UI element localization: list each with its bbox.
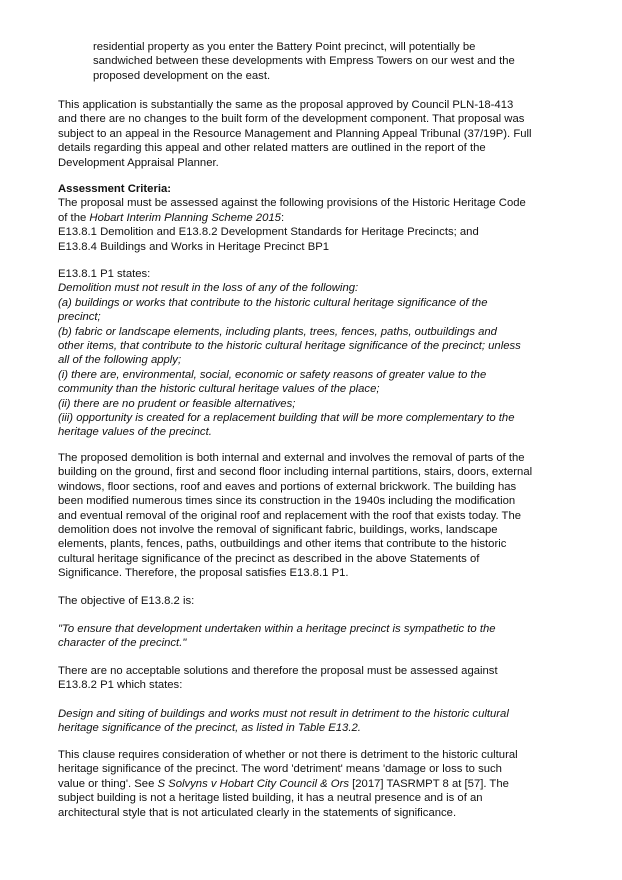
design-siting-clause [58,707,578,736]
text-line: been modified numerous times since its construction in the 1940s including the modification [58,495,516,508]
quoted-line: precinct; [58,311,101,324]
objective-heading [58,594,578,608]
quoted-line: (i) there are, environmental, social, economic or safety reasons of greater value to the [58,368,487,381]
text-fragment: of the [58,211,90,224]
text-line: and eventual removal of the original roof and replacement with the roof that exists today. The [58,509,522,522]
quoted-line: other items, that contribute to the historic cultural heritage significance of the precinct; unless [58,340,521,353]
quoted-line: heritage values of the precinct. [58,426,212,439]
text-line: details regarding this appeal and other related matters are outlined in the report of the [58,142,486,155]
section-heading: Assessment Criteria: [58,183,172,195]
demolition-paragraph [58,451,578,581]
quoted-line: (iii) opportunity is created for a replacement building that will be more complementary to the [58,412,515,425]
application-paragraph [58,98,578,170]
quoted-line: character of the precinct." [58,637,187,650]
quoted-line: community than the historic cultural heritage values of the place; [58,383,380,396]
text-line [58,211,578,225]
text-line: Development Appraisal Planner. [58,156,219,169]
objective-quote [58,622,578,651]
e1381-section [58,267,578,440]
text-line: This application is substantially the same as the proposal approved by Council PLN-18-413 [58,99,514,111]
text-line: sandwiched between these developments with Empress Towers on our west and the [93,55,515,68]
text-fragment: [2017] TASRMPT 8 at [57]. The [348,777,509,790]
text-line: cultural heritage significance of the precinct as described in the above Statements of [58,552,480,565]
text-line: E13.8.1 Demolition and E13.8.2 Development Standards for Heritage Precincts; and [58,226,479,239]
quoted-line: (a) buildings or works that contribute to the historic cultural heritage significance of the [58,296,488,309]
text-line: windows, floor sections, roof and eaves and portions of external brickwork. The building has [58,480,517,493]
text-line: heritage significance of the precinct. The word 'detriment' means 'damage or loss to such [58,763,502,776]
quoted-line: (b) fabric or landscape elements, including plants, trees, fences, paths, outbuildings and [58,325,497,338]
text-line: and there are no changes to the built form of the development component. That proposal was [58,113,525,126]
quoted-line: all of the following apply; [58,354,182,367]
text-line: proposed development on the east. [93,69,271,82]
assessment-criteria-section [58,182,578,254]
quoted-line: (ii) there are no prudent or feasible alternatives; [58,397,296,410]
text-line: building on the ground, first and second floor including internal partitions, stairs, doors, external [58,466,533,479]
text-line: subject building is not a heritage listed building, it has a neutral presence and is of an [58,792,483,805]
text-line: elements, plants, fences, paths, outbuildings and other items that contribute to the historic [58,538,507,551]
clause-paragraph [58,748,578,820]
no-acceptable-solutions-paragraph [58,664,578,693]
case-citation: S Solvyns v Hobart City Council & Ors [157,777,349,790]
quoted-line: heritage significance of the precinct, as listed in Table E13.2. [58,722,361,735]
quoted-line: Design and siting of buildings and works must not result in detriment to the historic cultural [58,708,509,720]
text-line: subject to an appeal in the Resource Management and Planning Appeal Tribunal (37/19P). Full [58,127,532,140]
text-line: This clause requires consideration of whether or not there is detriment to the historic cultural [58,749,518,761]
text-line: The objective of E13.8.2 is: [58,595,195,607]
text-line: E13.8.2 P1 which states: [58,679,183,692]
quoted-line: "To ensure that development undertaken within a heritage precinct is sympathetic to the [58,623,496,635]
text-line: demolition does not involve the removal of significant fabric, buildings, works, landscape [58,524,498,537]
quoted-line: Demolition must not result in the loss of any of the following: [58,282,359,295]
scheme-title: Hobart Interim Planning Scheme 2015 [89,211,281,224]
text-line: The proposal must be assessed against the following provisions of the Historic Heritage Code [58,197,526,210]
text-line: Significance. Therefore, the proposal satisfies E13.8.1 P1. [58,567,349,580]
intro-paragraph [93,40,563,83]
text-fragment: : [280,211,285,224]
text-line: architectural style that is not articulated clearly in the statements of significance. [58,806,457,819]
text-line: The proposed demolition is both internal and external and involves the removal of parts of the [58,452,525,464]
text-line: residential property as you enter the Battery Point precinct, will potentially be [93,41,476,53]
text-line [58,777,578,791]
text-fragment: value or thing'. See [58,777,158,790]
text-line: There are no acceptable solutions and therefore the proposal must be assessed against [58,665,498,677]
section-heading: E13.8.1 P1 states: [58,268,151,280]
text-line: E13.8.4 Buildings and Works in Heritage Precinct BP1 [58,240,330,253]
